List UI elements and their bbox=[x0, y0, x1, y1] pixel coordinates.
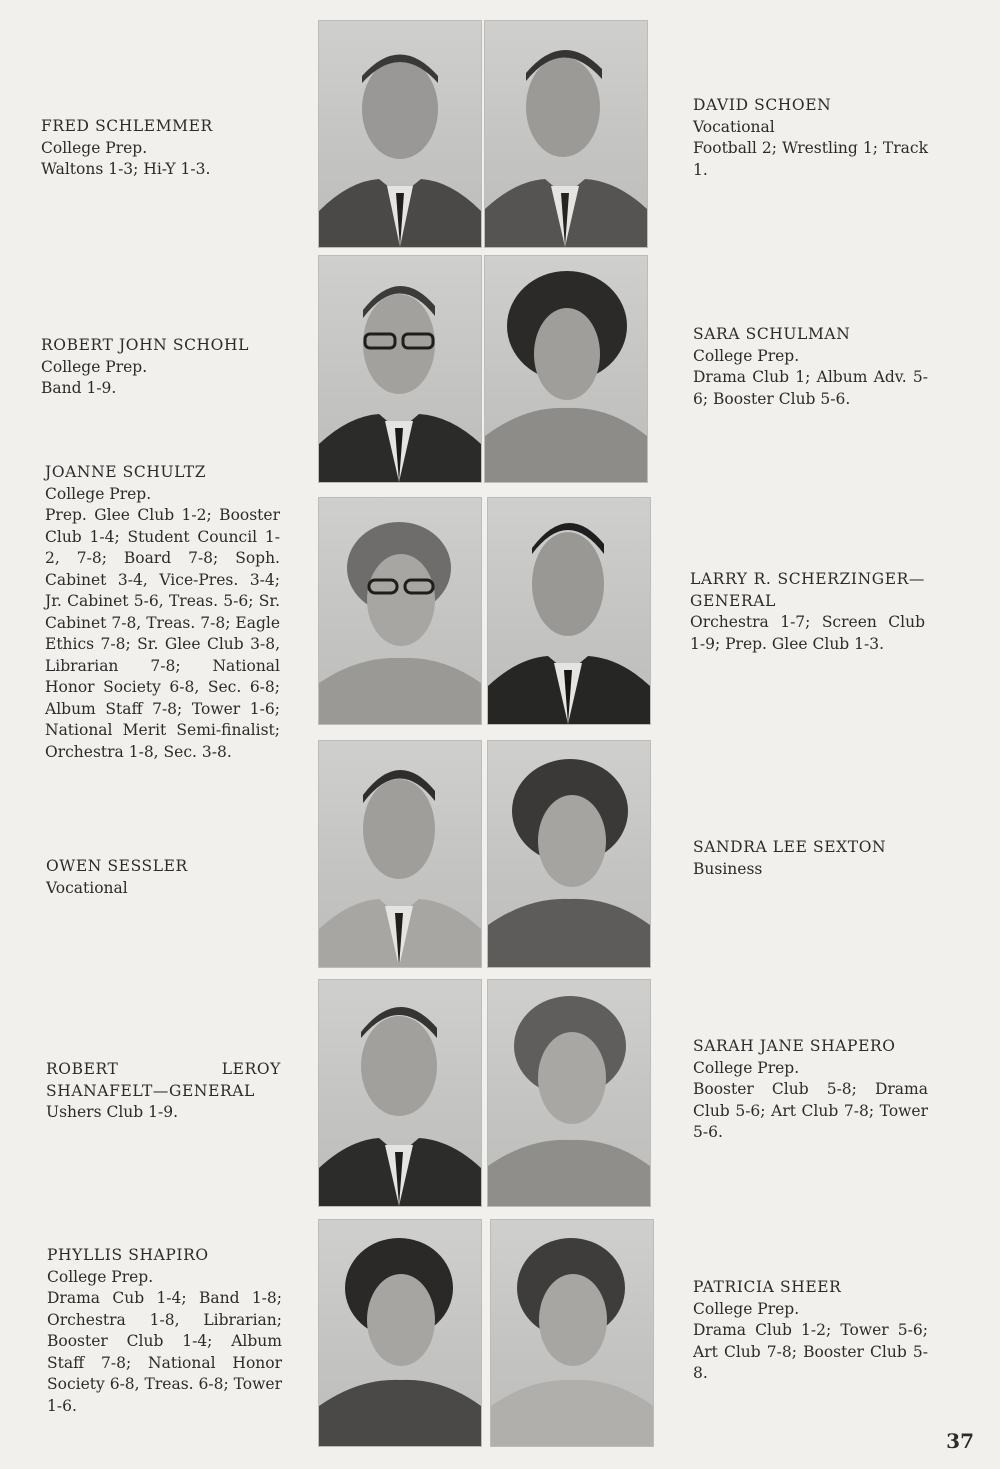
student-name: ROBERT JOHN SCHOHL bbox=[41, 336, 249, 354]
student-entry-sandra-lee-sexton bbox=[693, 837, 928, 880]
student-activities: College Prep. Booster Club 5-8; Drama Club 5-6; Art Club 7-8; Tower 5-6. bbox=[693, 1058, 928, 1141]
student-name: JOANNE SCHULTZ bbox=[45, 463, 207, 481]
student-activities: College Prep. Band 1-9. bbox=[41, 357, 148, 397]
student-activities: Business bbox=[693, 859, 763, 878]
student-entry-sarah-jane-shapero bbox=[693, 1036, 928, 1144]
student-name: SANDRA LEE SEXTON bbox=[693, 838, 887, 856]
student-entry-phyllis-shapiro bbox=[47, 1245, 282, 1417]
portrait-photo-larry-scherzinger bbox=[488, 498, 650, 724]
portrait-photo-sandra-lee-sexton bbox=[488, 741, 650, 967]
student-name: DAVID SCHOEN bbox=[693, 96, 832, 114]
student-name: ROBERT LEROY SHANAFELT—GENERAL bbox=[46, 1060, 281, 1100]
portrait-photo-david-schoen bbox=[485, 21, 647, 247]
student-activities: Vocational Football 2; Wrestling 1; Track 1. bbox=[693, 117, 928, 179]
student-activities: College Prep. Drama Club 1-2; Tower 5-6; Art Club 7-8; Booster Club 5-8. bbox=[693, 1299, 928, 1382]
student-activities: Vocational bbox=[46, 878, 128, 897]
student-name: SARAH JANE SHAPERO bbox=[693, 1037, 896, 1055]
student-entry-david-schoen bbox=[693, 95, 928, 181]
student-entry-sara-schulman bbox=[693, 324, 928, 410]
portrait-photo-sarah-jane-shapero bbox=[488, 980, 650, 1206]
portrait-photo-robert-leroy-shanafelt bbox=[319, 980, 481, 1206]
student-name: FRED SCHLEMMER bbox=[41, 117, 213, 135]
portrait-photo-phyllis-shapiro bbox=[319, 1220, 481, 1446]
student-entry-fred-schlemmer bbox=[41, 116, 276, 181]
student-activities: College Prep. Drama Club 1; Album Adv. 5-6; Booster Club 5-6. bbox=[693, 346, 928, 408]
student-entry-robert-john-schohl bbox=[41, 335, 276, 400]
student-name: LARRY R. SCHERZINGER—GENERAL bbox=[690, 570, 925, 610]
portrait-photo-fred-schlemmer bbox=[319, 21, 481, 247]
student-entry-larry-scherzinger bbox=[690, 569, 925, 655]
student-name: PHYLLIS SHAPIRO bbox=[47, 1246, 209, 1264]
portrait-photo-joanne-schultz bbox=[319, 498, 481, 724]
student-activities: College Prep. Drama Cub 1-4; Band 1-8; Orchestra 1-8, Librarian; Booster Club 1-4; Album Staff 7-8; National Honor Society 6-8, Treas. 6-8; Tower 1-6. bbox=[47, 1267, 282, 1415]
student-activities: Orchestra 1-7; Screen Club 1-9; Prep. Glee Club 1-3. bbox=[690, 613, 925, 653]
student-name: OWEN SESSLER bbox=[46, 857, 188, 875]
student-entry-owen-sessler bbox=[46, 856, 281, 899]
student-entry-robert-leroy-shanafelt bbox=[46, 1059, 281, 1124]
portrait-photo-patricia-sheer bbox=[491, 1220, 653, 1446]
portrait-photo-sara-schulman bbox=[485, 256, 647, 482]
page-number: 37 bbox=[946, 1429, 974, 1453]
student-entry-joanne-schultz bbox=[45, 462, 280, 763]
portrait-photo-robert-john-schohl bbox=[319, 256, 481, 482]
student-activities: College Prep. Prep. Glee Club 1-2; Booster Club 1-4; Student Council 1-2, 7-8; Board 7-8; Soph. Cabinet 3-4, Vice-Pres. 3-4; Jr. Cabinet 5-6, Treas. 5-6; Sr. Cabinet 7-8, Treas. 7-8; Eagle Ethics 7-8; Sr. Glee Club 3-8, Librarian 7-8; National Honor Society 6-8, Sec. 6-8; Album Staff 7-8; Tower 1-6; National Merit Semi-finalist; Orchestra 1-8, Sec. 3-8. bbox=[45, 484, 280, 761]
student-entry-patricia-sheer bbox=[693, 1277, 928, 1385]
student-activities: College Prep. Waltons 1-3; Hi-Y 1-3. bbox=[41, 138, 211, 178]
student-name: PATRICIA SHEER bbox=[693, 1278, 842, 1296]
student-name: SARA SCHULMAN bbox=[693, 325, 851, 343]
portrait-photo-owen-sessler bbox=[319, 741, 481, 967]
student-activities: Ushers Club 1-9. bbox=[46, 1103, 178, 1121]
